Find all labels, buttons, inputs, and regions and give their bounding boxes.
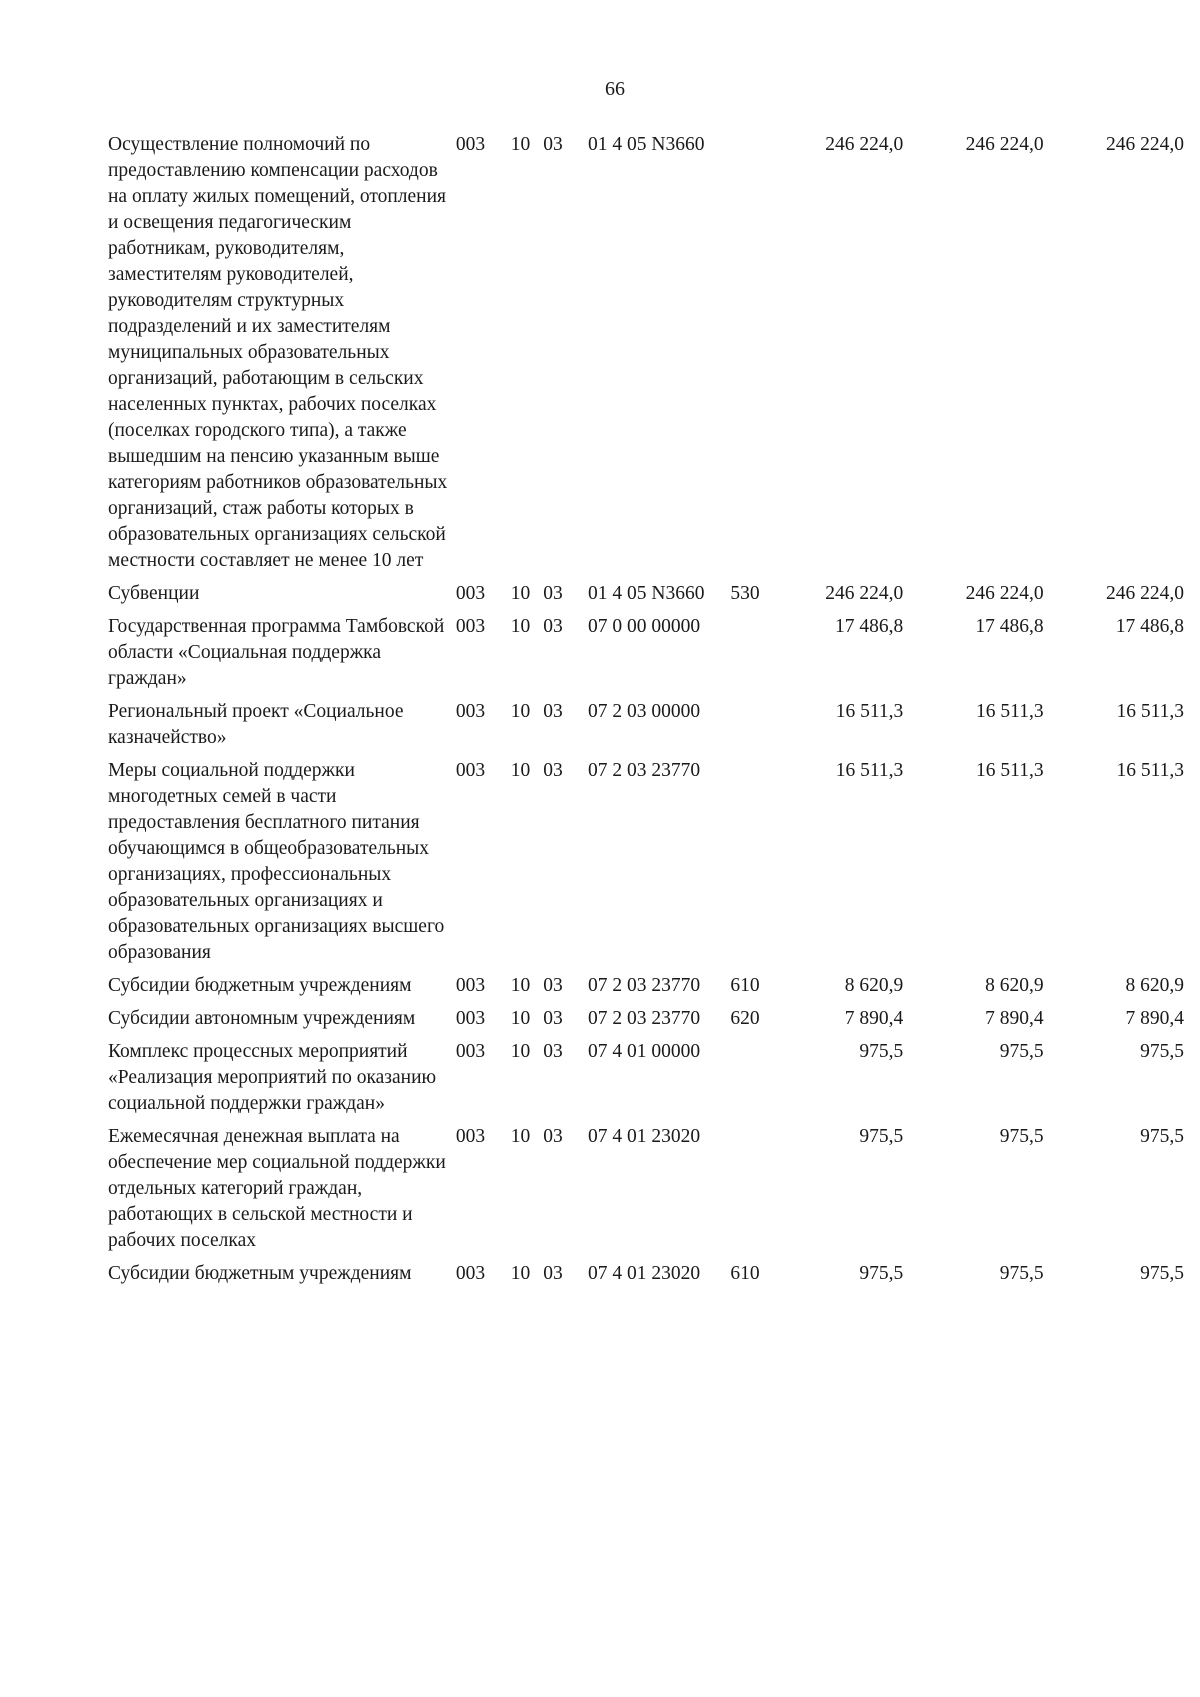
- row-sum-year2-cell: 975,5: [999, 1041, 1044, 1062]
- table-row: [108, 699, 1184, 758]
- page-number: 66: [605, 78, 625, 100]
- row-name-cell: Субсидии бюджетным учреждениям: [108, 1263, 412, 1284]
- table-body: [108, 132, 1184, 1294]
- row-sum-year1-cell: 246 224,0: [825, 583, 904, 604]
- row-grbs-cell: 003: [455, 134, 486, 155]
- row-subsection-cell: 03: [543, 1126, 563, 1147]
- row-section-cell: 10: [510, 583, 531, 604]
- row-name-cell: Субсидии бюджетным учреждениям: [108, 975, 412, 996]
- row-sum-year1-cell: 16 511,3: [835, 760, 904, 781]
- row-sum-year2-cell: 16 511,3: [976, 760, 1044, 781]
- row-section-cell: 10: [510, 975, 531, 996]
- row-sum-year3-cell: 246 224,0: [1106, 583, 1184, 604]
- budget-table: [108, 132, 1184, 1294]
- row-sum-year3-cell: 7 890,4: [1125, 1008, 1184, 1029]
- row-target-article-cell: 07 0 00 00000: [587, 616, 701, 637]
- row-subsection-cell: 03: [543, 134, 563, 155]
- row-sum-year2-cell: 16 511,3: [976, 701, 1044, 722]
- row-sum-year3-cell: 8 620,9: [1125, 975, 1184, 996]
- row-subsection-cell: 03: [543, 975, 563, 996]
- row-grbs-cell: 003: [455, 1263, 486, 1284]
- row-sum-year1-cell: 975,5: [859, 1041, 904, 1062]
- row-expense-type-cell: 610: [730, 1263, 760, 1284]
- table-row: [108, 758, 1184, 973]
- row-target-article-cell: 07 4 01 00000: [587, 1041, 701, 1062]
- row-sum-year3-cell: 246 224,0: [1106, 134, 1184, 155]
- row-sum-year2-cell: 246 224,0: [965, 134, 1044, 155]
- row-sum-year2-cell: 17 486,8: [975, 616, 1044, 637]
- row-section-cell: 10: [510, 1041, 531, 1062]
- row-sum-year1-cell: 975,5: [859, 1263, 904, 1284]
- table-row: [108, 973, 1184, 1006]
- row-subsection-cell: 03: [543, 1008, 563, 1029]
- row-target-article-cell: 01 4 05 N3660: [587, 134, 705, 155]
- row-sum-year1-cell: 8 620,9: [844, 975, 904, 996]
- row-grbs-cell: 003: [455, 975, 486, 996]
- row-subsection-cell: 03: [543, 1263, 563, 1284]
- row-section-cell: 10: [510, 1263, 531, 1284]
- row-section-cell: 10: [510, 1126, 531, 1147]
- table-row: [108, 1039, 1184, 1124]
- table-row: [108, 1124, 1184, 1261]
- row-sum-year1-cell: 7 890,4: [844, 1008, 904, 1029]
- row-sum-year2-cell: 8 620,9: [985, 975, 1044, 996]
- row-expense-type-cell: [730, 699, 781, 758]
- row-subsection-cell: 03: [543, 583, 563, 604]
- row-target-article-cell: 07 2 03 23770: [587, 975, 701, 996]
- row-sum-year1-cell: 17 486,8: [834, 616, 904, 637]
- row-grbs-cell: 003: [455, 1041, 486, 1062]
- row-sum-year2-cell: 975,5: [999, 1263, 1044, 1284]
- row-sum-year2-cell: 246 224,0: [965, 583, 1044, 604]
- row-grbs-cell: 003: [455, 616, 486, 637]
- row-section-cell: 10: [510, 701, 531, 722]
- row-name-cell: Субвенции: [108, 583, 200, 604]
- row-name-cell: Комплекс процессных мероприятий «Реализация мероприятий по оказанию социальной поддержки граждан»: [108, 1041, 437, 1114]
- row-subsection-cell: 03: [543, 701, 563, 722]
- row-subsection-cell: 03: [543, 616, 563, 637]
- row-section-cell: 10: [510, 1008, 531, 1029]
- row-expense-type-cell: 610: [730, 975, 760, 996]
- row-expense-type-cell: [730, 758, 781, 973]
- row-grbs-cell: 003: [455, 760, 486, 781]
- row-expense-type-cell: [730, 614, 781, 699]
- row-section-cell: 10: [510, 134, 531, 155]
- row-grbs-cell: 003: [455, 701, 486, 722]
- table-row: [108, 581, 1184, 614]
- row-subsection-cell: 03: [543, 1041, 563, 1062]
- row-target-article-cell: 07 4 01 23020: [587, 1263, 701, 1284]
- row-section-cell: 10: [510, 616, 531, 637]
- row-sum-year1-cell: 16 511,3: [835, 701, 904, 722]
- row-grbs-cell: 003: [455, 1126, 486, 1147]
- row-sum-year2-cell: 975,5: [999, 1126, 1044, 1147]
- row-sum-year3-cell: 975,5: [1140, 1126, 1184, 1147]
- row-expense-type-cell: [730, 1039, 781, 1124]
- row-name-cell: Меры социальной поддержки многодетных семей в части предоставления бесплатного питания обучающимся в общеобразовательных организациях, профессиональных образовательных организациях и образовательных организациях высшего образования: [108, 760, 445, 963]
- row-name-cell: Государственная программа Тамбовской области «Социальная поддержка граждан»: [108, 616, 445, 689]
- row-section-cell: 10: [510, 760, 531, 781]
- row-expense-type-cell: 530: [730, 583, 760, 604]
- row-name-cell: Субсидии автономным учреждениям: [108, 1008, 416, 1029]
- row-sum-year1-cell: 975,5: [859, 1126, 904, 1147]
- table-row: [108, 1006, 1184, 1039]
- table-row: [108, 1261, 1184, 1294]
- row-target-article-cell: 07 4 01 23020: [587, 1126, 701, 1147]
- row-name-cell: Региональный проект «Социальное казначейство»: [108, 701, 404, 748]
- table-row: [108, 132, 1184, 581]
- row-target-article-cell: 01 4 05 N3660: [587, 583, 705, 604]
- row-sum-year3-cell: 16 511,3: [1116, 760, 1184, 781]
- row-name-cell: Осуществление полномочий по предоставлению компенсации расходов на оплату жилых помещений, отопления и освещения педагогическим работникам, руководителям, заместителям руководителей, руководителям структурных подразделений и их заместителям муниципальных образовательных организаций, работающим в сельских населенных пунктах, рабочих поселках (поселках городского типа), а также вышедшим на пенсию указанным выше категориям работников образовательных организаций, стаж работы которых в образовательных организациях сельской местности составляет не менее 10 лет: [108, 134, 448, 571]
- row-name-cell: Ежемесячная денежная выплата на обеспечение мер социальной поддержки отдельных категорий граждан, работающих в сельской местности и рабочих поселках: [108, 1126, 446, 1251]
- row-expense-type-cell: [730, 1124, 781, 1261]
- row-expense-type-cell: 620: [730, 1008, 760, 1029]
- row-sum-year3-cell: 975,5: [1140, 1263, 1184, 1284]
- row-sum-year2-cell: 7 890,4: [985, 1008, 1044, 1029]
- row-grbs-cell: 003: [455, 1008, 486, 1029]
- row-target-article-cell: 07 2 03 23770: [587, 1008, 701, 1029]
- row-target-article-cell: 07 2 03 00000: [587, 701, 701, 722]
- row-sum-year3-cell: 17 486,8: [1115, 616, 1184, 637]
- row-subsection-cell: 03: [543, 760, 563, 781]
- row-sum-year3-cell: 16 511,3: [1116, 701, 1184, 722]
- row-expense-type-cell: [730, 132, 781, 581]
- row-sum-year1-cell: 246 224,0: [825, 134, 904, 155]
- row-sum-year3-cell: 975,5: [1140, 1041, 1184, 1062]
- row-grbs-cell: 003: [455, 583, 486, 604]
- row-target-article-cell: 07 2 03 23770: [587, 760, 701, 781]
- table-row: [108, 614, 1184, 699]
